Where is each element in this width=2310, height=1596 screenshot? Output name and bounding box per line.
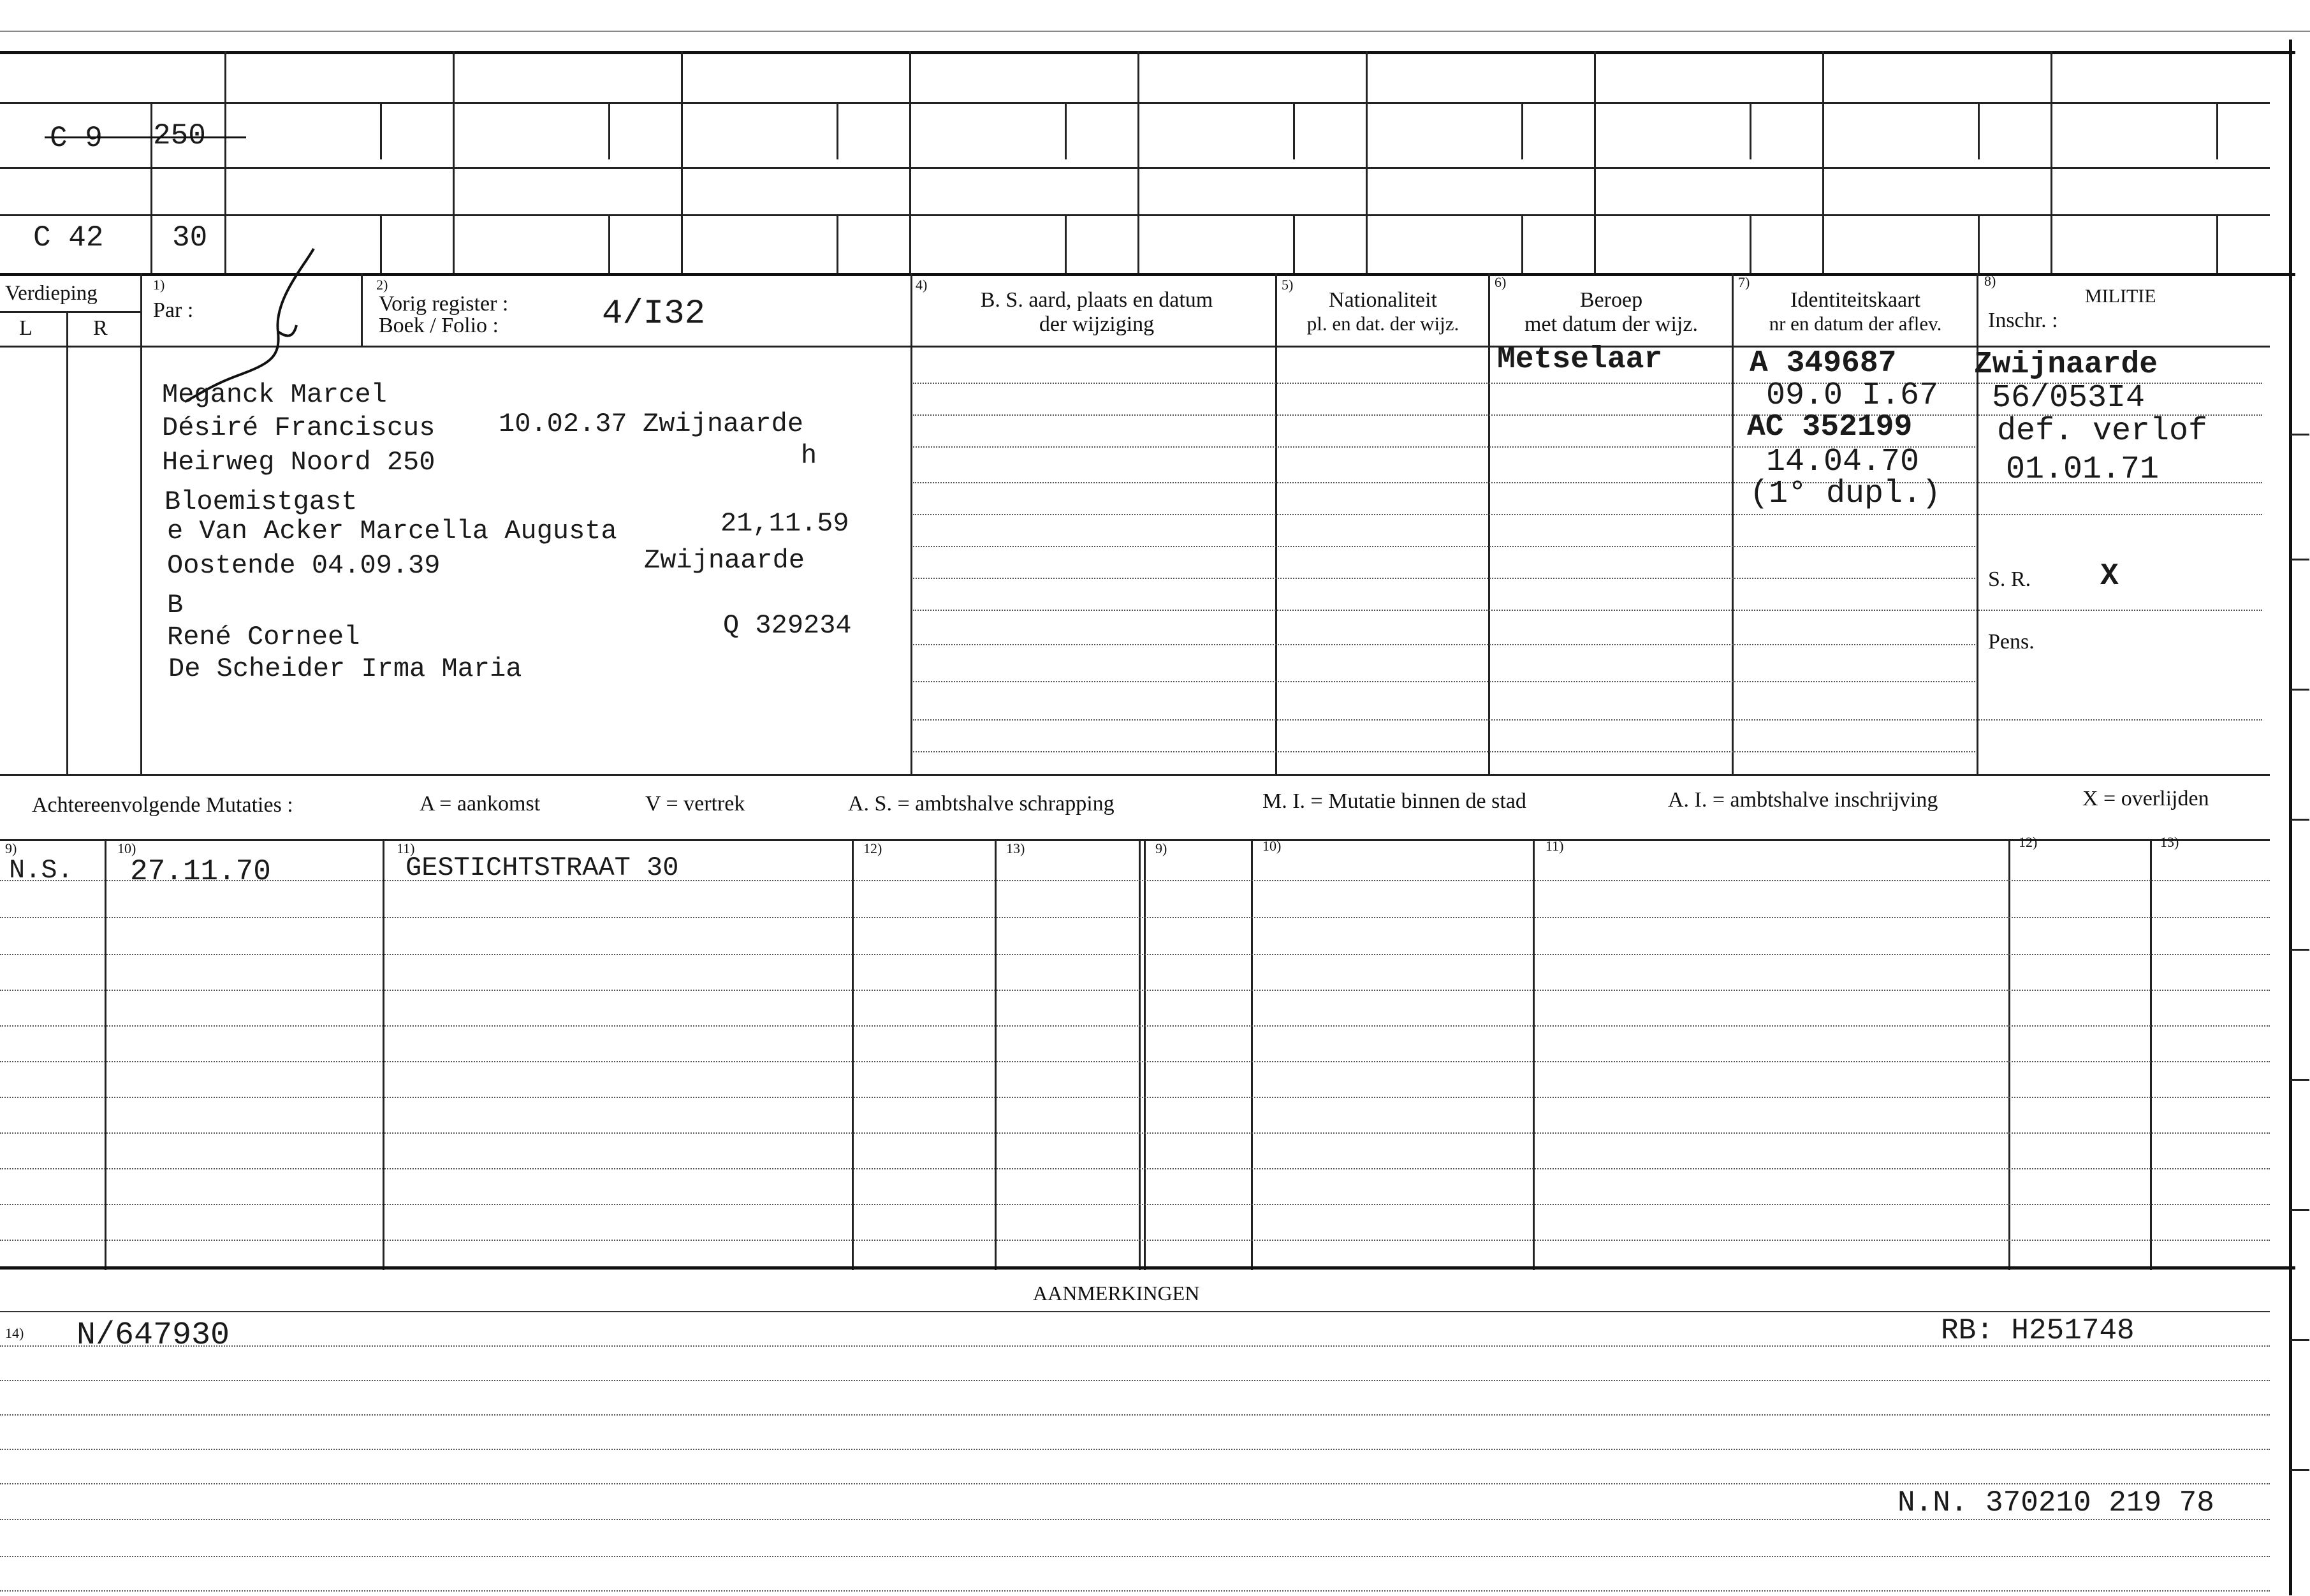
mut-col-13b: 13)	[2160, 834, 2179, 850]
strike-line	[45, 136, 246, 138]
verdieping-label: Verdieping	[5, 282, 98, 305]
mutatie-mi: M. I. = Mutatie binnen de stad	[1262, 789, 1526, 813]
mut-col-9b: 9)	[1155, 840, 1167, 856]
mut-row1-date: 27.11.70	[130, 855, 271, 888]
mil-line4-value: 01.01.71	[2006, 451, 2160, 488]
inschr-label: Inschr. :	[1988, 309, 2058, 332]
mutatie-x: X = overlijden	[2082, 787, 2209, 810]
mil-num: 8)	[1984, 273, 1996, 289]
id-line3-value: AC 352199	[1747, 410, 1913, 444]
id-line2: nr en datum der aflev.	[1769, 312, 1942, 335]
mut-col-11b: 11)	[1546, 838, 1564, 854]
bs-line2: der wijziging	[1039, 312, 1155, 336]
top-row2-col-b: 30	[172, 221, 208, 254]
beroep-value: Metselaar	[1497, 342, 1663, 377]
mut-row1-code: N.S.	[9, 855, 73, 886]
beroep-line1: Beroep	[1579, 288, 1643, 312]
person-line2-date: 10.02.37	[499, 409, 627, 439]
person-line5: e Van Acker Marcella Augusta	[167, 516, 617, 546]
id-line4-value: 14.04.70	[1766, 444, 1920, 480]
mutaties-title: Achtereenvolgende Mutaties :	[32, 793, 293, 817]
beroep-line2: met datum der wijz.	[1524, 312, 1698, 336]
mut-col-12b: 12)	[2019, 834, 2038, 850]
person-line7: B	[167, 590, 184, 620]
person-line8: René Corneel	[167, 622, 360, 652]
boek-folio-label: Boek / Folio :	[379, 314, 499, 337]
beroep-num: 6)	[1495, 274, 1507, 290]
mut-col-11: 11)	[397, 840, 415, 856]
nat-num: 5)	[1282, 277, 1294, 293]
aanmerkingen-num: 14)	[5, 1325, 24, 1341]
id-line1: Identiteitskaart	[1790, 288, 1920, 312]
par-label: Par :	[153, 298, 194, 322]
top-row1-col-b: 250	[153, 119, 206, 152]
mut-col-10: 10)	[117, 840, 136, 856]
person-line2: Désiré Franciscus	[162, 413, 435, 443]
mut-col-9: 9)	[5, 840, 17, 856]
aanmerkingen-title: AANMERKINGEN	[1033, 1282, 1200, 1305]
aanmerkingen-value2: RB: H251748	[1941, 1314, 2135, 1347]
nat-line2: pl. en dat. der wijz.	[1306, 312, 1459, 335]
person-line8-code: Q 329234	[723, 610, 852, 641]
mil-line2-value: 56/053I4	[1992, 380, 2146, 416]
verdieping-r: R	[93, 316, 108, 340]
vorig-num: 2)	[376, 277, 388, 293]
mutatie-v: V = vertrek	[645, 792, 745, 816]
id-line2-value: 09.0 I.67	[1766, 377, 1939, 414]
person-line9: De Scheider Irma Maria	[168, 654, 522, 684]
id-line1-value: A 349687	[1750, 346, 1897, 381]
aanmerkingen-value1: N/647930	[77, 1317, 230, 1354]
mutatie-ai: A. I. = ambtshalve inschrijving	[1668, 788, 1938, 812]
top-row1-col-a: C 9	[50, 122, 103, 155]
person-line3: Heirweg Noord 250	[162, 447, 435, 478]
mil-line3-value: def. verlof	[1997, 413, 2208, 450]
nat-line1: Nationaliteit	[1329, 288, 1437, 312]
mil-line1-value: Zwijnaarde	[1974, 348, 2158, 382]
mut-col-10b: 10)	[1262, 838, 1282, 854]
boek-folio-value: 4/I32	[602, 295, 706, 333]
person-line1: Meganck Marcel	[162, 379, 387, 410]
bs-num: 4)	[916, 277, 928, 293]
person-line6-place: Zwijnaarde	[644, 545, 805, 576]
par-num: 1)	[153, 277, 165, 293]
verdieping-l: L	[19, 316, 33, 340]
mutatie-a: A = aankomst	[420, 792, 541, 816]
mut-row1-address: GESTICHTSTRAAT 30	[406, 853, 679, 883]
person-line6: Oostende 04.09.39	[167, 550, 441, 581]
pens-label: Pens.	[1988, 630, 2035, 654]
person-line2-place: Zwijnaarde	[643, 409, 804, 439]
aanmerkingen-value3: N.N. 370210 219 78	[1897, 1486, 2214, 1519]
mut-col-12: 12)	[863, 840, 882, 856]
person-line5-date: 21,11.59	[720, 508, 849, 539]
id-num: 7)	[1738, 274, 1750, 290]
person-line4: Bloemistgast	[164, 487, 358, 517]
id-line5-value: (1° dupl.)	[1750, 476, 1941, 512]
militie-label: MILITIE	[2085, 286, 2156, 307]
sr-value: X	[2100, 559, 2119, 594]
sr-label: S. R.	[1988, 567, 2031, 591]
top-row2-col-a: C 42	[33, 221, 104, 254]
mutatie-as: A. S. = ambtshalve schrapping	[848, 792, 1115, 816]
vorig-register-label: Vorig register :	[379, 292, 509, 316]
mut-col-13: 13)	[1006, 840, 1025, 856]
person-line3-mark: h	[801, 441, 817, 471]
bs-line1: B. S. aard, plaats en datum	[980, 288, 1213, 312]
